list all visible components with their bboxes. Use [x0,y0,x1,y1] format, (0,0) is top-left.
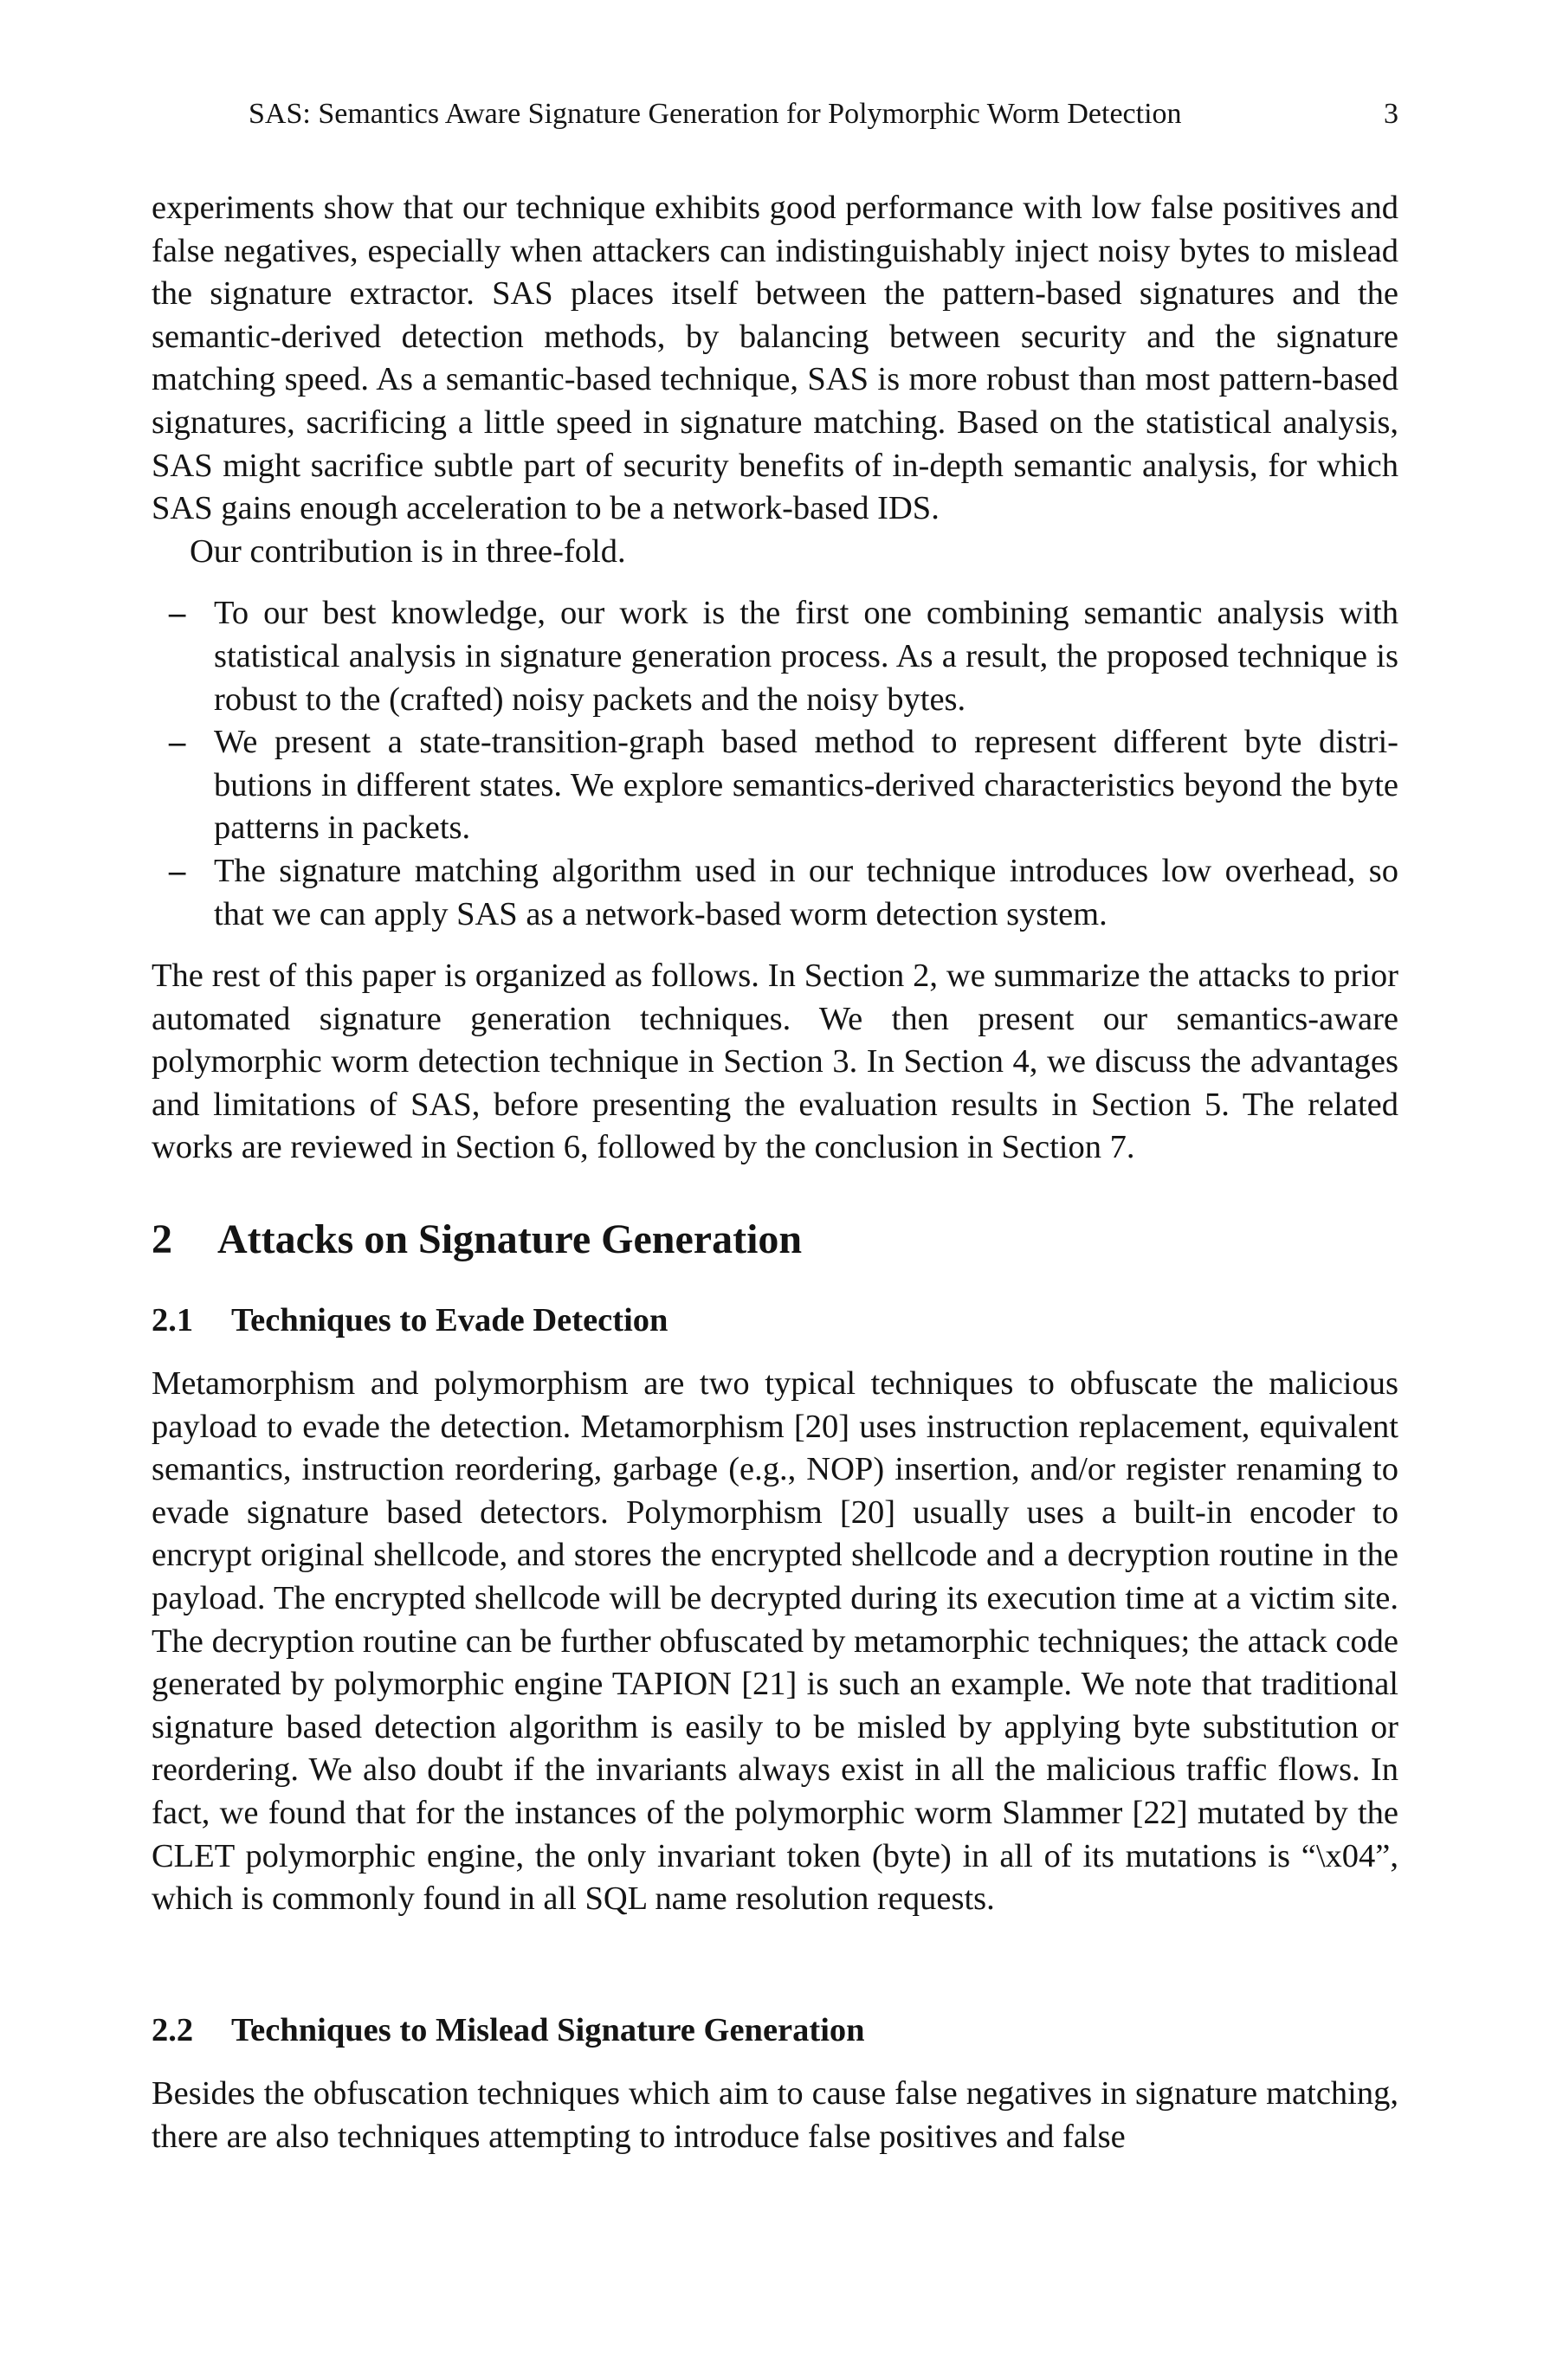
bullet-dash-icon: – [169,852,186,889]
mislead-generation-block [152,2073,1398,2158]
organization-paragraph: The rest of this paper is organized as follows. In Section 2, we summarize the attacks to prior automated signature generation techniques. We then present our semantics-aware polymorphic worm detection technique in Section 3. In Section 4, we discuss the advantages and limitations of SAS, before presenting the evaluation results in Section 5. The related works are reviewed in Section 6, followed by the conclusion in Section 7. [152,958,1398,1166]
subsection-number: 2.2 [152,2012,194,2048]
subsection-title: Techniques to Mislead Signature Generation [231,2012,865,2048]
intro-block [152,187,1398,1170]
contribution-item [152,850,1398,936]
contribution-item [152,592,1398,721]
contribution-text: The signature matching algorithm used in our technique introduces low overhead, so that we can apply SAS as a network-based worm detection system. [214,852,1398,932]
bullet-dash-icon: – [169,724,186,761]
contribution-item [152,721,1398,850]
mislead-generation-paragraph: Besides the obfuscation techniques which aim to cause false negatives in signature matching, there are also techniques attempting to introduce false positives and false [152,2075,1398,2155]
evade-detection-block [152,1363,1398,1921]
contribution-lead: Our contribution is in three-fold. [190,532,626,570]
bullet-dash-icon: – [169,595,186,632]
section-number: 2 [152,1216,172,1262]
subsection-heading [152,1299,668,1342]
evade-detection-paragraph: Metamorphism and polymorphism are two typical techniques to obfuscate the malicious payload to evade the detection. Metamorphism [20] uses instruction replacement, equivalent semantics, instruction reordering, garbage (e.g., NOP) insertion, and/or register renaming to evade signature based detectors. Polymorphism [20] usually uses a built-in encoder to encrypt original shellcode, and stores the encrypted shellcode and a decryption routine in the payload. The encrypted shellcode will be decrypted during its execution time at a victim site. The decryption routine can be further obfuscated by metamorphic techniques; the attack code generated by polymorphic engine TAPION [21] is such an example. We note that traditional signature based detection algorithm is easily to be misled by applying byte substitution or reordering. We also doubt if the invariants always exist in all the malicious traffic flows. In fact, we found that for the instances of the polymorphic worm Slammer [22] mutated by the CLET polymorphic engine, the only invariant token (byte) in all of its mutations is “\x04”, which is commonly found in all SQL name resolution requests. [152,1365,1398,1918]
page-number: 3 [1384,98,1398,130]
contribution-text: To our best knowledge, our work is the first one combining semantic analysis with statistical analysis in signature generation process. As a result, the proposed technique is robust to the (crafted) noisy packets and the noisy bytes. [214,595,1398,718]
subsection-number: 2.1 [152,1302,194,1338]
running-title: SAS: Semantics Aware Signature Generation for Polymorphic Worm Detection [249,98,1182,130]
section-heading [152,1214,802,1266]
subsection-title: Techniques to Evade Detection [231,1302,668,1338]
intro-paragraph: experiments show that our technique exhibits good performance with low false positives and false negatives, especially when attackers can indistinguishably inject noisy bytes to mislead the signature extractor. SAS places itself between the pattern-based signatures and the semantic-derived detection methods, by balancing between security and the signature matching speed. As a semantic-based technique, SAS is more robust than most pattern-based signatures, sacrificing a little speed in signature matching. Based on the statistical analysis, SAS might sacrifice subtle part of security benefits of in-depth semantic analysis, for which SAS gains enough acceleration to be a network-based IDS. [152,190,1398,527]
contribution-list [152,592,1398,936]
subsection-heading [152,2009,865,2052]
section-title: Attacks on Signature Generation [217,1216,803,1262]
contribution-text: We present a state-transition-graph based method to represent different byte distributions in different states. We explore semantics-derived characteristics beyond the byte patterns in packets. [214,724,1398,847]
